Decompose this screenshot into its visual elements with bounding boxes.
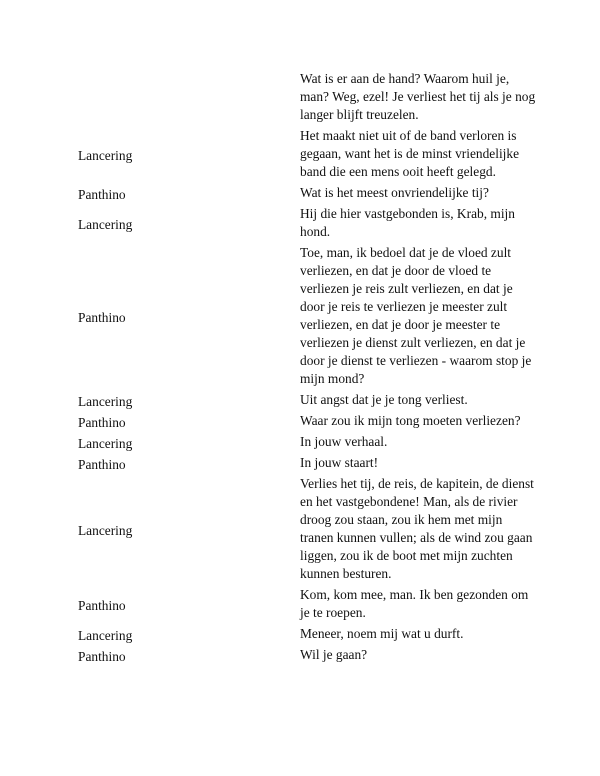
dialogue-row bbox=[78, 127, 538, 184]
dialogue-row bbox=[78, 475, 538, 586]
speaker-name: Lancering bbox=[78, 435, 133, 451]
dialogue-line: In jouw staart! bbox=[300, 455, 379, 470]
speaker-name: Panthino bbox=[78, 186, 126, 202]
speaker-name: Panthino bbox=[78, 648, 126, 664]
dialogue-row bbox=[78, 625, 538, 646]
speaker-name: Panthino bbox=[78, 456, 126, 472]
dialogue-row bbox=[78, 412, 538, 433]
dialogue-row bbox=[78, 184, 538, 205]
speaker-name: Lancering bbox=[78, 147, 133, 163]
dialogue-row bbox=[78, 433, 538, 454]
dialogue-row bbox=[78, 70, 538, 127]
speaker-name: Panthino bbox=[78, 414, 126, 430]
dialogue-line: Uit angst dat je je tong verliest. bbox=[300, 392, 468, 407]
dialogue-line: Meneer, noem mij wat u durft. bbox=[300, 626, 464, 641]
dialogue-line: Toe, man, ik bedoel dat je de vloed zult verliezen, en dat je door de vloed te verliezen je reis zult verliezen, en dat je door je reis te verliezen je meester zult verliezen, en dat je door je meester te verliezen je dienst zult verliezen, en dat je door je dienst te verliezen - waarom stop je mijn mond? bbox=[300, 245, 532, 386]
dialogue-line: Wat is er aan de hand? Waarom huil je, man? Weg, ezel! Je verliest het tij als je nog langer blijft treuzelen. bbox=[300, 71, 536, 122]
dialogue-row bbox=[78, 391, 538, 412]
speaker-name: Lancering bbox=[78, 216, 133, 232]
dialogue-row bbox=[78, 205, 538, 244]
speaker-name: Lancering bbox=[78, 627, 133, 643]
dialogue-line: Verlies het tij, de reis, de kapitein, de dienst en het vastgebondene! Man, als de rivier droog zou staan, zou ik hem met mijn tranen kunnen vullen; als de wind zou gaan liggen, zou ik de boot met mijn zuchten kunnen besturen. bbox=[300, 476, 534, 581]
dialogue-line: In jouw verhaal. bbox=[300, 434, 388, 449]
dialogue-table bbox=[78, 70, 538, 667]
dialogue-row bbox=[78, 646, 538, 667]
speaker-name: Lancering bbox=[78, 393, 133, 409]
speaker-name bbox=[78, 70, 300, 127]
dialogue-line: Wat is het meest onvriendelijke tij? bbox=[300, 185, 489, 200]
speaker-name: Panthino bbox=[78, 597, 126, 613]
dialogue-row bbox=[78, 244, 538, 391]
dialogue-line: Hij die hier vastgebonden is, Krab, mijn hond. bbox=[300, 206, 515, 239]
dialogue-line: Kom, kom mee, man. Ik ben gezonden om je te roepen. bbox=[300, 587, 529, 620]
speaker-name: Panthino bbox=[78, 309, 126, 325]
dialogue-line: Wil je gaan? bbox=[300, 647, 368, 662]
dialogue-row bbox=[78, 454, 538, 475]
dialogue-row bbox=[78, 586, 538, 625]
speaker-name: Lancering bbox=[78, 522, 133, 538]
dialogue-line: Waar zou ik mijn tong moeten verliezen? bbox=[300, 413, 521, 428]
dialogue-line: Het maakt niet uit of de band verloren is gegaan, want het is de minst vriendelijke band die een mens ooit heeft gelegd. bbox=[300, 128, 520, 179]
